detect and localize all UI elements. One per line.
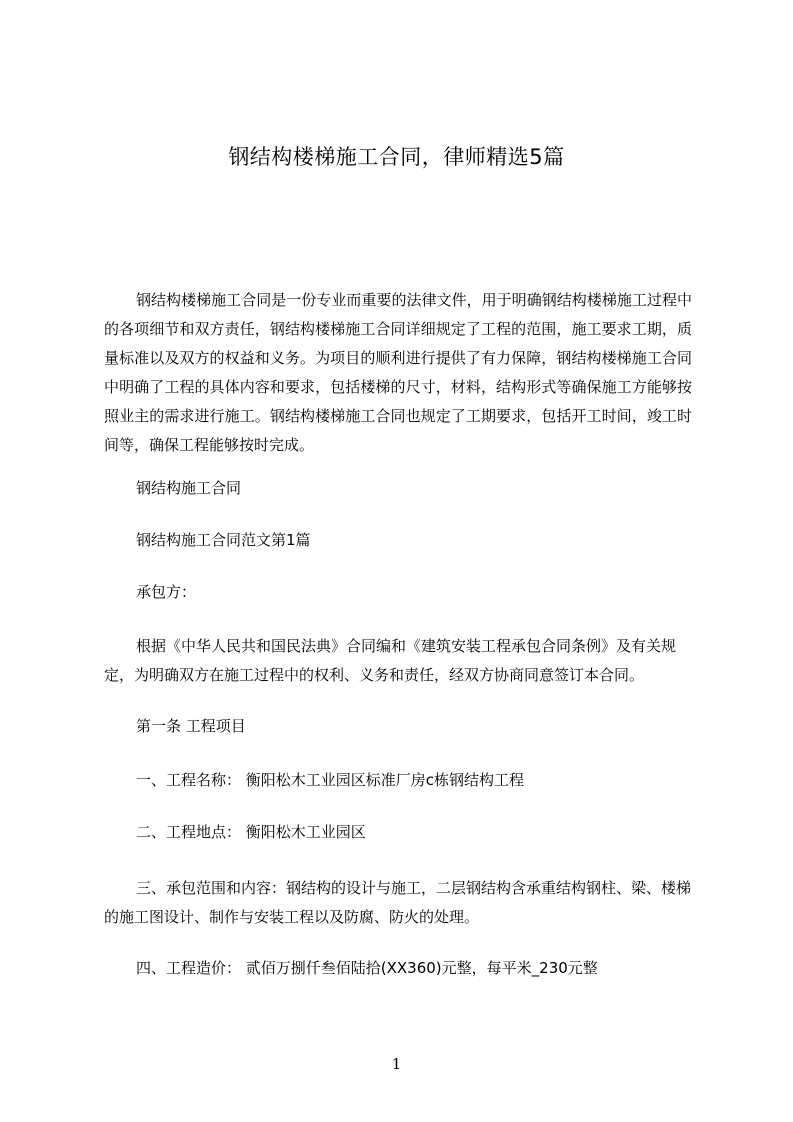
scope-item: 三、承包范围和内容：钢结构的设计与施工，二层钢结构含承重结构钢柱、梁、楼梯的施工图设计、制作与安装工程以及防腐、防火的处理。 [104,879,692,926]
intro-paragraph: 钢结构楼梯施工合同是一份专业而重要的法律文件，用于明确钢结构楼梯施工过程中的各项细节和双方责任，钢结构楼梯施工合同详细规定了工程的范围，施工要求工期，质量标准以及双方的权益和义务。为项目的顺利进行提供了有力保障，钢结构楼梯施工合同中明确了工程的具体内容和要求，包括楼梯的尺寸，材料，结构形式等确保施工方能够按照业主的需求进行施工。钢结构楼梯施工合同也规定了工期要求，包括开工时间，竣工时间等，确保工程能够按时完成。 [104,291,692,454]
basis-paragraph: 根据《中华人民共和国民法典》合同编和《建筑安装工程承包合同条例》及有关规定，为明确双方在施工过程中的权利、义务和责任，经双方协商同意签订本合同。 [104,637,677,684]
contractor-label: 承包方： [136,583,197,601]
sample-heading: 钢结构施工合同范文第1篇 [136,531,311,549]
price-item: 四、工程造价： 贰佰万捌仟叁佰陆拾(XX360)元整，每平米_230元整 [136,959,598,977]
page-number: 1 [391,1055,402,1073]
article-heading: 第一条 工程项目 [136,717,246,735]
document-title: 钢结构楼梯施工合同，律师精选5篇 [228,145,565,169]
project-name-item: 一、工程名称： 衡阳松木工业园区标准厂房c栋钢结构工程 [136,771,525,789]
project-location-item: 二、工程地点： 衡阳松木工业园区 [136,823,366,841]
section-heading: 钢结构施工合同 [136,479,242,497]
